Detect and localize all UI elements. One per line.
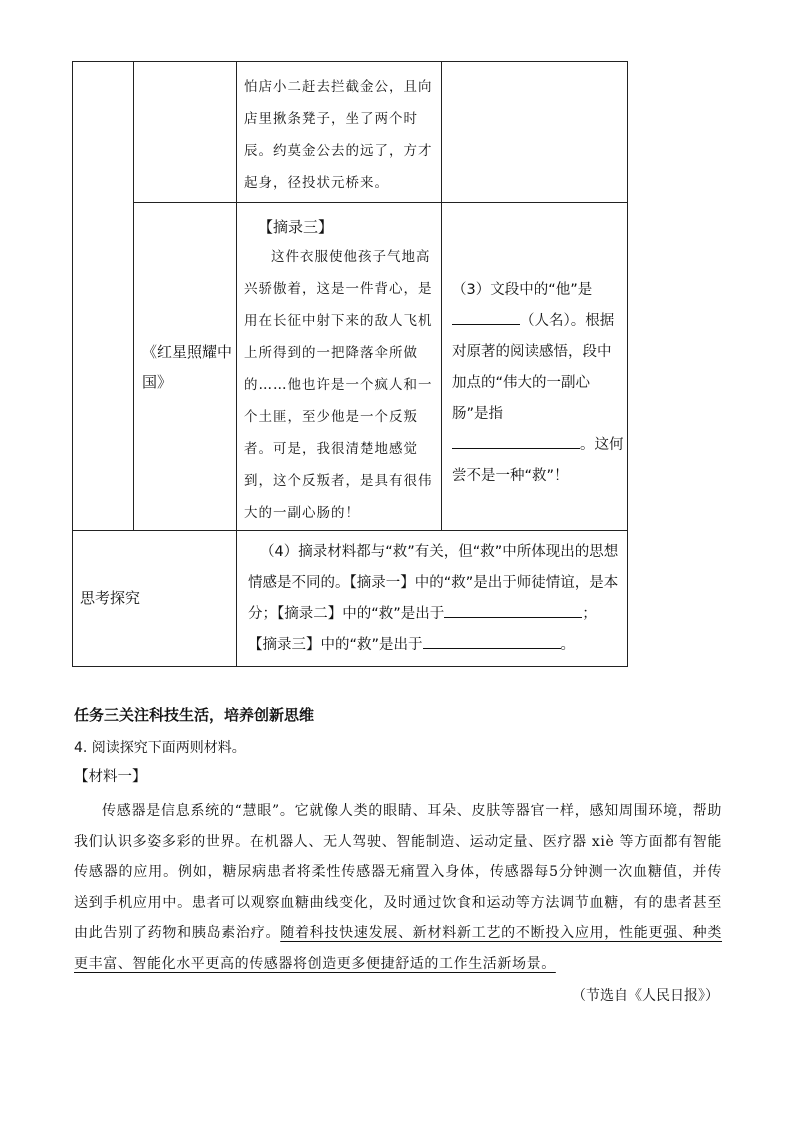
excerpt-three — [244, 213, 440, 529]
question-4-prompt: 4. 阅读探究下面两则材料。 — [74, 740, 246, 756]
question-4-text-a: （4）摘录材料都与“救”有关，但“救”中所体现出的思想情感是不同的。【摘录一】中的“救”是出于师徒情谊，是本分；【摘录二】中的“救”是出于 — [248, 544, 619, 622]
book-title-red-star: 《红星照耀中国》 — [142, 343, 233, 391]
excerpt-three-text: 这件衣服使他孩子气地高兴骄傲着，这是一件背心，是用在长征中射下来的敌人飞机上所得到的一把降落伞所做的……他也许是一个疯人和一个土匪，至少他是一个反叛者。可是，我很清楚地感觉到，这个反叛者，是具有很伟大的一副心肠的！ — [244, 249, 433, 521]
question-3 — [452, 275, 624, 492]
excerpt-three-title: 【摘录三】 — [258, 218, 334, 236]
excerpt-two-continuation: 怕店小二赶去拦截金公，且向店里揪条凳子，坐了两个时辰。约莫金公去的远了，方才起身，径投状元桥来。 — [244, 79, 433, 191]
answer-blank-name[interactable] — [452, 306, 520, 325]
answer-blank-excerpt-two[interactable] — [444, 599, 582, 618]
question-4-text-d: 。 — [560, 637, 576, 653]
material-one-paragraph — [74, 796, 722, 979]
answer-blank-meaning[interactable] — [452, 430, 580, 449]
think-explore-label: 思考探究 — [80, 589, 141, 607]
question-4 — [248, 537, 622, 661]
material-one-underlined-sentence: 随着科技快速发展、新材料新工艺的不断投入应用，性能更强、种类更丰富、智能化水平更高的传感器将创造更多便捷舒适的工作生活新场景。 — [74, 925, 723, 972]
reading-table — [72, 61, 628, 667]
question-3-text-c: 。这何尝不是一种“救”！ — [452, 437, 624, 484]
source-citation: （节选自《人民日报》） — [572, 988, 719, 1004]
answer-blank-excerpt-three[interactable] — [423, 630, 561, 649]
task-three-heading: 任务三关注科技生活，培养创新思维 — [74, 706, 315, 724]
question-4-text-c: 【摘录三】中的“救”是出于 — [248, 637, 423, 653]
question-3-text-b: （人名）。根据对原著的阅读感悟，段中加点的“伟大的一副心肠”是指 — [452, 313, 615, 422]
question-4-text-b: ； — [582, 606, 597, 622]
material-one-label: 【材料一】 — [74, 769, 147, 785]
material-one-text: 传感器是信息系统的“慧眼”。它就像人类的眼睛、耳朵、皮肤等器官一样，感知周围环境，帮助我们认识多姿多彩的世界。在机器人、无人驾驶、智能制造、运动定量、医疗器 xiè 等方面都有智能传感器的应用。例如，糖尿病患者将柔性传感器无痛置入身体，传感器每5分钟测一次血糖值，并传送到手机应用中。患者可以观察血糖曲线变化，及时通过饮食和运动等方法调节血糖，有的患者甚至由此告别了药物和胰岛素治疗。 — [74, 803, 722, 941]
question-3-text-a: （3）文段中的“他”是 — [452, 282, 593, 298]
